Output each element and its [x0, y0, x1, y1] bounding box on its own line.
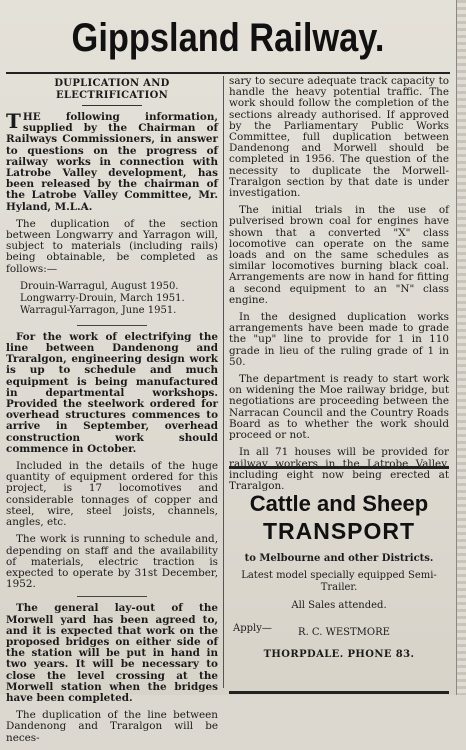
article-paragraph: The duplication of the section between Longwarry and Yarragon will, subject to materials (including rails) being obtainable, be completed as follows:— [6, 217, 218, 275]
article-paragraph: The department is ready to start work on widening the Moe railway bridge, but negotiations are proceeding between the Narracan Council and the Country Roads Board as to whether the work should proceed or not. [229, 373, 449, 442]
advert-contact-name: R. C. WESTMORE [298, 627, 390, 638]
duplication-schedule [20, 281, 218, 317]
article-paragraph: The general lay-out of the Morwell yard has been agreed to, and it is expected that work on the proposed bridges on either side of the station will be put in hand in two years. It will be necessary to close the level crossing at the Morwell station when the bridges have been completed. [6, 602, 218, 704]
column-divider [223, 76, 224, 688]
article-paragraph: In all 71 houses will be provided for railway workers in the Latrobe Valley, including eight now being erected at Traralgon. [229, 446, 449, 492]
article-paragraph: Included in the details of the huge quantity of equipment ordered for this project, is 17 locomotives and considerable tonnages of copper and steel, wire, steel joists, channels, angles, etc. [6, 460, 218, 529]
schedule-item: Longwarry-Drouin, March 1951. [20, 292, 185, 304]
adjacent-page-edge [456, 0, 466, 695]
article-paragraph: The duplication of the line between Dandenong and Traralgon will be neces- [6, 709, 218, 744]
advert-destination: to Melbourne and other Districts. [244, 553, 434, 564]
advert-sales: All Sales attended. [291, 600, 387, 611]
article-paragraph: In the designed duplication works arrangements have been made to grade the "up" line to provide for 1 in 110 grade in lieu of the ruling grade of 1 in 50. [229, 311, 449, 368]
schedule-item: Drouin-Warragul, August 1950. [20, 280, 179, 292]
transport-advertisement [229, 466, 449, 694]
advert-address: THORPDALE. PHONE 83. [263, 649, 415, 660]
advert-title-line-1: Cattle and Sheep [249, 491, 429, 516]
schedule-item: Warragul-Yarragon, June 1951. [20, 304, 177, 316]
article-paragraph: THE following information, supplied by the Chairman of Railways Commissioners, in answer to questions on the progress of railway works in connection with Latrobe Valley development, has been released by the chairman of the Latrobe Valley Committee, Mr. Hyland, M.L.A. [6, 109, 218, 213]
article-paragraph: For the work of electrifying the line between Dandenong and Traralgon, engineering design work is up to schedule and much equipment is being manufactured in departmental workshops. Provided the steelwork ordered for overhead structures commences to arrive in September, overhead construction work should commence in October. [6, 330, 218, 455]
article-headline-line-1: DUPLICATION AND [54, 78, 170, 89]
masthead [6, 2, 450, 74]
article-right-column [229, 76, 449, 498]
section-separator [77, 325, 147, 326]
advert-apply-row [229, 623, 449, 637]
advert-title-line-2: TRANSPORT [262, 518, 416, 544]
masthead-title: Gippsland Railway. [71, 16, 385, 60]
article-headline [6, 78, 218, 106]
advert-equipment: Latest model specially equipped Semi-Trailer. [241, 570, 437, 593]
article-headline-line-2: ELECTRIFICATION [55, 90, 169, 101]
section-separator [77, 596, 147, 597]
article-paragraph: The initial trials in the use of pulverised brown coal for engines have shown that a converted "X" class locomotive can operate on the same loads and on the same schedules as similar locomotives burning black coal. Arrangements are now in hand for fitting a second equipment to an "N" class engine. [229, 204, 449, 306]
article-left-column [6, 76, 218, 750]
advert-apply-label: Apply— [233, 623, 272, 634]
headline-rule [82, 105, 142, 106]
article-paragraph: sary to secure adequate track capacity to handle the heavy potential traffic. The work should follow the completion of the sections already authorised. If approved by the Parliamentary Public Works Committee, full duplication between Dandenong and Morwell should be completed in 1956. The question of the necessity to duplicate the Morwell-Traralgon section by that date is under investigation. [229, 75, 449, 200]
article-paragraph: The work is running to schedule and, depending on staff and the availability of materials, electric traction is expected to operate by 31st December, 1952. [6, 533, 218, 591]
